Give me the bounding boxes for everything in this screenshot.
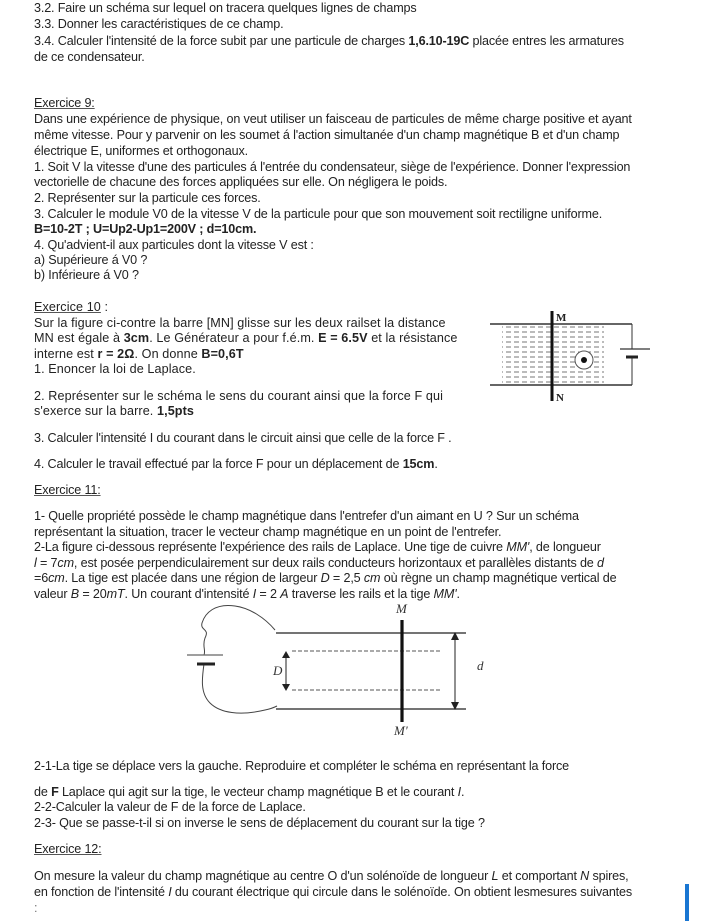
ex10-q2-line2 — [34, 404, 194, 419]
var: l — [34, 556, 37, 570]
text: . — [456, 587, 460, 601]
var: MM' — [506, 540, 530, 554]
distance-value: 3cm — [123, 331, 150, 345]
title-suffix: : — [100, 300, 109, 314]
ex11-q2-1-line1: 2-1-La tige se déplace vers la gauche. Reproduire et compléter le schéma en représentant la force — [34, 759, 569, 773]
text: . On donne — [134, 347, 202, 361]
ex11-q2-line3 — [34, 571, 616, 586]
text: = 2,5 — [329, 571, 364, 585]
unit: cm — [363, 571, 381, 585]
var: B — [70, 587, 79, 601]
label-D: D — [273, 663, 283, 678]
arrowhead — [282, 651, 290, 658]
text: valeur — [34, 587, 71, 601]
ex9-intro-2: même vitesse. Pour y parvenir on les soumet á l'action simultanée d'un champ magnétique B et d'un champ — [34, 128, 620, 142]
ex11-q2-3: 2-3- Que se passe-t-il si on inverse le sens de déplacement du courant sur la tige ? — [34, 816, 485, 830]
ex9-intro-3: électrique E, uniformes et orthogonaux. — [34, 144, 248, 158]
ex11-q1-line1: 1- Quelle propriété possède le champ magnétique dans l'entrefer d'un aimant en U ? Sur un schéma — [34, 509, 579, 523]
text: On mesure la valeur du champ magnétique au centre O d'un solénoïde de longueur — [34, 869, 492, 883]
question-3-3: 3.3. Donner les caractéristiques de ce champ. — [34, 17, 284, 31]
text: . — [460, 785, 465, 799]
points-value: 1,5pts — [157, 404, 194, 418]
ex9-q1-line1: 1. Soit V la vitesse d'une des particules á l'entrée du condensateur, siège de l'expérience. Donner l'expression — [34, 160, 631, 174]
ex10-q3: 3. Calculer l'intensité I du courant dans le circuit ainsi que celle de la force F . — [34, 431, 452, 445]
text: . Le Générateur a pour f.é.m. — [149, 331, 319, 345]
label-m: M — [396, 601, 407, 616]
ex11-q2-2: 2-2-Calculer la valeur de F de la force de Laplace. — [34, 800, 306, 814]
var: MM' — [433, 587, 457, 601]
emf-value: E = 6.5V — [318, 331, 368, 345]
question-3-4-cont: de ce condensateur. — [34, 50, 145, 64]
text: = 20 — [79, 587, 107, 601]
ex10-q4 — [34, 457, 438, 472]
exercise-12-title: Exercice 12: — [34, 842, 102, 856]
var: N — [580, 869, 590, 883]
var: L — [491, 869, 499, 883]
ex9-q4b: b) Inférieure á V0 ? — [34, 268, 139, 282]
question-3-4 — [34, 34, 624, 49]
exercise-11-title: Exercice 11: — [34, 483, 101, 497]
wire-bottom — [202, 664, 277, 713]
ex9-data — [34, 222, 256, 237]
ex12-intro-1 — [34, 869, 629, 884]
ex10-q1: 1. Enoncer la loi de Laplace. — [34, 362, 196, 376]
label-d: d — [477, 658, 484, 673]
unit: mT — [106, 587, 125, 601]
text: , de longueur — [529, 540, 601, 554]
ex9-values: B=10-2T ; U=Up2-Up1=200V ; d=10cm. — [34, 222, 257, 236]
var: d — [597, 556, 604, 570]
text: 4. Calculer le travail effectué par la force F pour un déplacement de — [34, 457, 403, 471]
ex9-q1-line2: vectorielle de chacune des forces appliquées sur elle. On négligera le poids. — [34, 175, 448, 189]
question-3-2: 3.2. Faire un schéma sur lequel on tracera quelques lignes de champs — [34, 1, 417, 15]
text: = 2 — [256, 587, 281, 601]
text: et comportant — [498, 869, 581, 883]
ex10-intro-2 — [34, 331, 458, 346]
text: 3.4. Calculer l'intensité de la force subit par une particule de charges — [34, 34, 409, 48]
displacement-value: 15cm — [402, 457, 435, 471]
var: I — [457, 785, 461, 799]
var: I — [252, 587, 257, 601]
ex9-q3: 3. Calculer le module V0 de la vitesse V de la particule pour que son mouvement soit rectiligne uniforme. — [34, 207, 603, 221]
ex9-q2: 2. Représenter sur la particule ces forces. — [34, 191, 261, 205]
unit: cm — [57, 556, 74, 570]
text: . La tige est placée dans une région de largeur — [64, 571, 321, 585]
ex9-q4a: a) Supérieure á V0 ? — [34, 253, 148, 267]
text: , est posée perpendiculairement sur deux rails conducteurs horizontaux et parallèles distants de — [73, 556, 598, 570]
text: où règne un champ magnétique vertical de — [380, 571, 617, 585]
text: 2-La figure ci-dessous représente l'expérience des rails de Laplace. Une tige de cuivre — [34, 540, 507, 554]
ex11-laplace-rails-figure — [180, 598, 490, 740]
resistance-value: r = 2Ω — [97, 347, 135, 361]
field-dot — [581, 357, 587, 363]
exercise-9-title: Exercice 9: — [34, 96, 95, 110]
ex10-intro-1: Sur la figure ci-contre la barre [MN] glisse sur les deux railset la distance — [34, 316, 446, 330]
exercise-10-title — [34, 300, 108, 315]
text: en fonction de l'intensité — [34, 885, 169, 899]
label-m: M — [556, 312, 567, 324]
arrowhead — [282, 684, 290, 691]
ex9-intro-1: Dans une expérience de physique, on veut utiliser un faisceau de particules de même charge positive et ayant — [34, 112, 632, 126]
ex9-q4: 4. Qu'advient-il aux particules dont la vitesse V est : — [34, 238, 314, 252]
ex12-intro-2 — [34, 885, 632, 900]
text: MN est égale à — [34, 331, 124, 345]
text: de — [34, 785, 52, 799]
unit: cm — [48, 571, 65, 585]
ex10-intro-3 — [34, 347, 244, 362]
text: et la résistance — [367, 331, 458, 345]
ex10-rails-figure — [490, 305, 690, 405]
text: Laplace qui agit sur la tige, le vecteur champ magnétique B et le courant — [58, 785, 458, 799]
ex11-q2-1-line2 — [34, 785, 464, 800]
text: placée entres les armatures — [469, 34, 624, 48]
text: . Un courant d'intensité — [124, 587, 253, 601]
text: . — [434, 457, 438, 471]
charge-value: 1,6.10-19C — [408, 34, 470, 48]
wire-top — [202, 605, 275, 655]
ex11-q2-line2 — [34, 556, 604, 571]
text: traverse les rails et la tige — [288, 587, 434, 601]
var: D — [320, 571, 330, 585]
text: =6 — [34, 571, 49, 585]
ex11-q2-line1 — [34, 540, 601, 555]
unit: A — [280, 587, 289, 601]
text: s'exerce sur la barre. — [34, 404, 157, 418]
text: = 7 — [36, 556, 58, 570]
text: du courant électrique qui circule dans le solénoïde. On obtient lesmesures suivantes — [171, 885, 633, 899]
text: spires, — [589, 869, 629, 883]
force-symbol: F — [51, 785, 59, 799]
ex12-intro-3: : — [34, 901, 38, 915]
text: interne est — [34, 347, 98, 361]
var: I — [168, 885, 172, 899]
ex11-q1-line2: représentant la situation, tracer le vecteur champ magnétique en un point de l'entrefer. — [34, 525, 502, 539]
title-text: Exercice 10 — [34, 300, 101, 314]
field-value: B=0,6T — [201, 347, 244, 361]
text-cursor-selection-handle[interactable] — [685, 884, 689, 921]
ex10-q2-line1: 2. Représenter sur le schéma le sens du courant ainsi que la force F qui — [34, 389, 444, 403]
label-m-prime: M' — [394, 723, 408, 738]
label-n: N — [556, 392, 564, 404]
